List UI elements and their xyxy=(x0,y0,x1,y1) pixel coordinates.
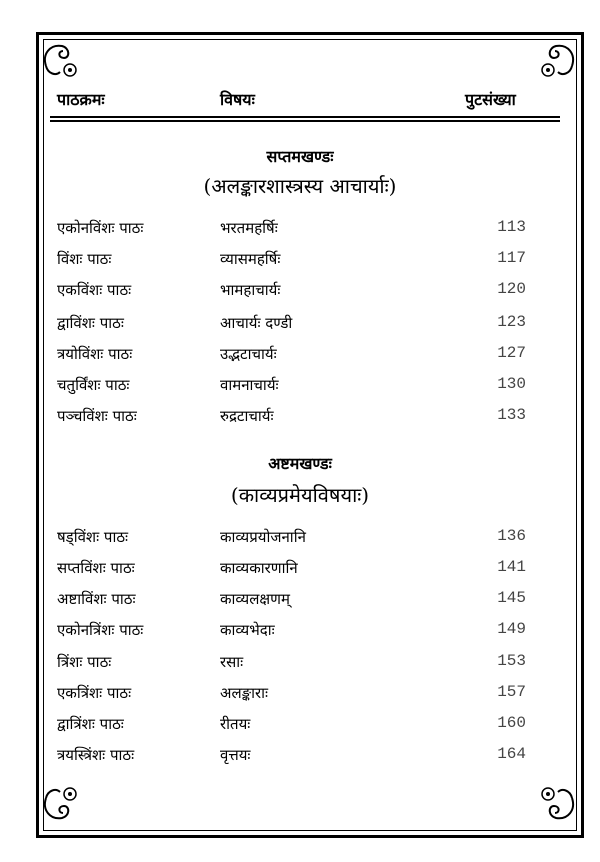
page-number: 113 xyxy=(497,218,526,236)
lesson-name: एकविंशः पाठः xyxy=(57,281,132,299)
toc-row xyxy=(0,589,600,611)
lesson-name: त्रिंशः पाठः xyxy=(57,653,112,671)
toc-row xyxy=(0,745,600,767)
page-number: 160 xyxy=(497,714,526,732)
topic-name: रुद्रटाचार्यः xyxy=(220,407,274,425)
page-number: 120 xyxy=(497,280,526,298)
topic-name: रीतयः xyxy=(220,715,251,733)
lesson-name: षड्विंशः पाठः xyxy=(57,528,129,546)
topic-name: काव्यप्रयोजनानि xyxy=(220,528,306,546)
toc-row xyxy=(0,280,600,302)
page-number: 141 xyxy=(497,558,526,576)
page-number: 157 xyxy=(497,683,526,701)
header-page: पुटसंख्या xyxy=(465,90,516,109)
page-number: 127 xyxy=(497,344,526,362)
section-subtitle: (अलङ्कारशास्त्रस्य आचार्याः) xyxy=(203,174,397,198)
lesson-name: द्वात्रिंशः पाठः xyxy=(57,715,124,733)
topic-name: भामहाचार्यः xyxy=(220,281,281,299)
page-number: 136 xyxy=(497,527,526,545)
toc-row xyxy=(0,249,600,271)
section-subtitle: (काव्यप्रमेयविषयाः) xyxy=(230,483,370,507)
header-rule xyxy=(50,116,560,118)
topic-name: काव्यभेदाः xyxy=(220,621,275,639)
lesson-name: एकोनविंशः पाठः xyxy=(57,219,144,237)
toc-row xyxy=(0,406,600,428)
topic-name: काव्यलक्षणम् xyxy=(220,590,290,608)
lesson-name: विंशः पाठः xyxy=(57,250,112,268)
lesson-name: अष्टाविंशः पाठः xyxy=(57,590,136,608)
toc-row xyxy=(0,375,600,397)
toc-row xyxy=(0,652,600,674)
toc-row xyxy=(0,313,600,335)
lesson-name: एकत्रिंशः पाठः xyxy=(57,684,132,702)
topic-name: रसाः xyxy=(220,653,244,671)
toc-row xyxy=(0,620,600,642)
toc-row xyxy=(0,218,600,240)
page-number: 145 xyxy=(497,589,526,607)
topic-name: वामनाचार्यः xyxy=(220,376,279,394)
lesson-name: द्वाविंशः पाठः xyxy=(57,314,124,332)
lesson-name: सप्तविंशः पाठः xyxy=(57,559,135,577)
header-topic: विषयः xyxy=(220,90,255,109)
topic-name: उद्भटाचार्यः xyxy=(220,345,277,363)
topic-name: व्यासमहर्षिः xyxy=(220,250,281,268)
page-number: 123 xyxy=(497,313,526,331)
corner-ornament-icon xyxy=(528,36,578,86)
lesson-name: त्रयस्त्रिंशः पाठः xyxy=(57,746,135,764)
page-number: 164 xyxy=(497,745,526,763)
header-rule-2 xyxy=(50,120,560,122)
lesson-name: एकोनत्रिंशः पाठः xyxy=(57,621,144,639)
toc-row xyxy=(0,683,600,705)
page-number: 153 xyxy=(497,652,526,670)
topic-name: वृत्तयः xyxy=(220,746,251,764)
toc-row xyxy=(0,344,600,366)
page-number: 149 xyxy=(497,620,526,638)
corner-ornament-icon xyxy=(40,778,90,828)
header-lesson: पाठक्रमः xyxy=(57,90,105,109)
toc-row xyxy=(0,558,600,580)
lesson-name: पञ्चविंशः पाठः xyxy=(57,407,137,425)
corner-ornament-icon xyxy=(40,36,90,86)
topic-name: काव्यकारणानि xyxy=(220,559,298,577)
lesson-name: त्रयोविंशः पाठः xyxy=(57,345,133,363)
page-number: 117 xyxy=(497,249,526,267)
toc-row xyxy=(0,527,600,549)
topic-name: आचार्यः दण्डी xyxy=(220,314,293,332)
corner-ornament-icon xyxy=(528,778,578,828)
topic-name: भरतमहर्षिः xyxy=(220,219,278,237)
section-title: अष्टमखण्डः xyxy=(268,454,332,473)
lesson-name: चतुर्विंशः पाठः xyxy=(57,376,130,394)
page-number: 133 xyxy=(497,406,526,424)
page-number: 130 xyxy=(497,375,526,393)
section-title: सप्तमखण्डः xyxy=(266,147,334,166)
toc-row xyxy=(0,714,600,736)
topic-name: अलङ्काराः xyxy=(220,684,269,702)
